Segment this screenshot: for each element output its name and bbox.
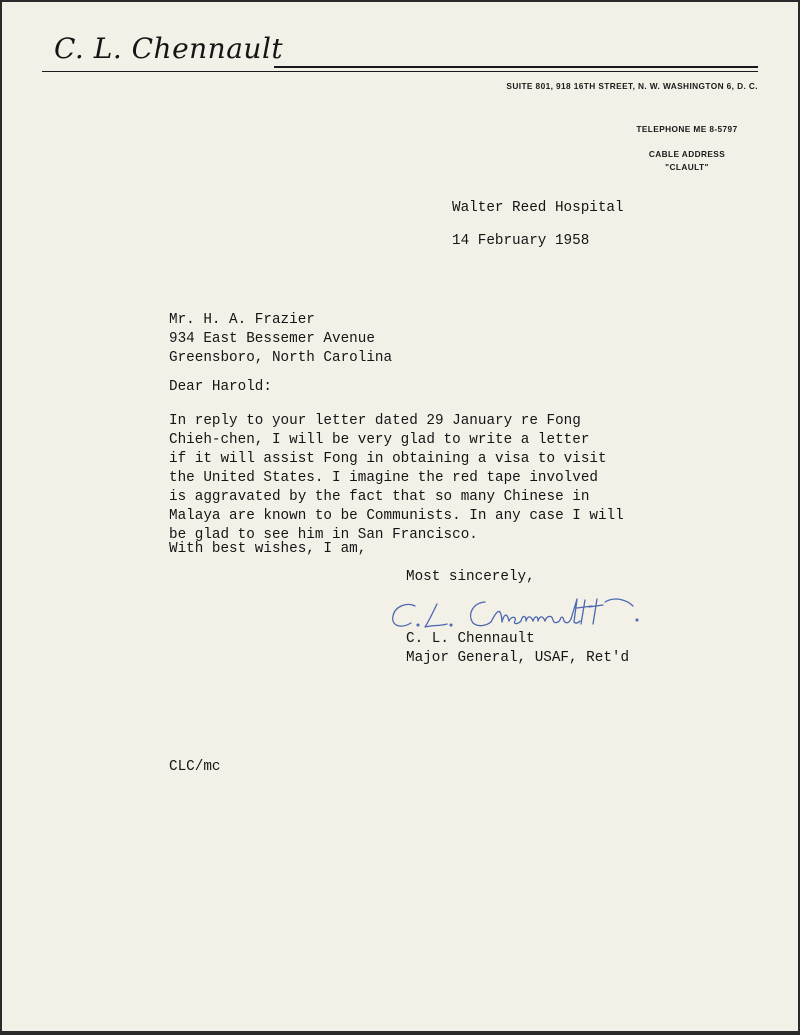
letterhead-rule-thin — [42, 71, 758, 72]
letter-page — [2, 2, 798, 1031]
sign-off: Most sincerely, — [406, 569, 535, 585]
reference-initials: CLC/mc — [169, 759, 221, 775]
recipient-street: 934 East Bessemer Avenue — [169, 331, 375, 347]
closing-line: With best wishes, I am, — [169, 541, 367, 557]
body-line: be glad to see him in San Francisco. — [169, 527, 478, 543]
recipient-city: Greensboro, North Carolina — [169, 350, 393, 366]
body-line: Malaya are known to be Communists. In any case I will — [169, 508, 624, 524]
salutation: Dear Harold: — [169, 379, 272, 395]
letter-date: 14 February 1958 — [452, 233, 590, 249]
body-line: the United States. I imagine the red tape involved — [169, 470, 598, 486]
letterhead-name: C. L. Chennault — [54, 32, 284, 65]
body-line: if it will assist Fong in obtaining a visa to visit — [169, 451, 607, 467]
signer-name: C. L. Chennault — [406, 631, 535, 647]
letterhead-telephone: TELEPHONE ME 8-5797 — [636, 124, 738, 134]
letterhead-address: SUITE 801, 918 16TH STREET, N. W. WASHINGTON 6, D. C. — [506, 81, 758, 91]
letter-body — [169, 412, 624, 545]
letter-location: Walter Reed Hospital — [452, 200, 624, 216]
body-line: Chieh-chen, I will be very glad to write a letter — [169, 432, 590, 448]
recipient-name: Mr. H. A. Frazier — [169, 312, 315, 328]
signer-title: Major General, USAF, Ret'd — [406, 650, 630, 666]
body-line: is aggravated by the fact that so many Chinese in — [169, 489, 590, 505]
letterhead-cable-code: "CLAULT" — [665, 162, 709, 172]
body-line: In reply to your letter dated 29 January re Fong — [169, 413, 581, 429]
letterhead-rule — [274, 66, 758, 68]
letterhead-cable-label: CABLE ADDRESS — [648, 149, 726, 159]
